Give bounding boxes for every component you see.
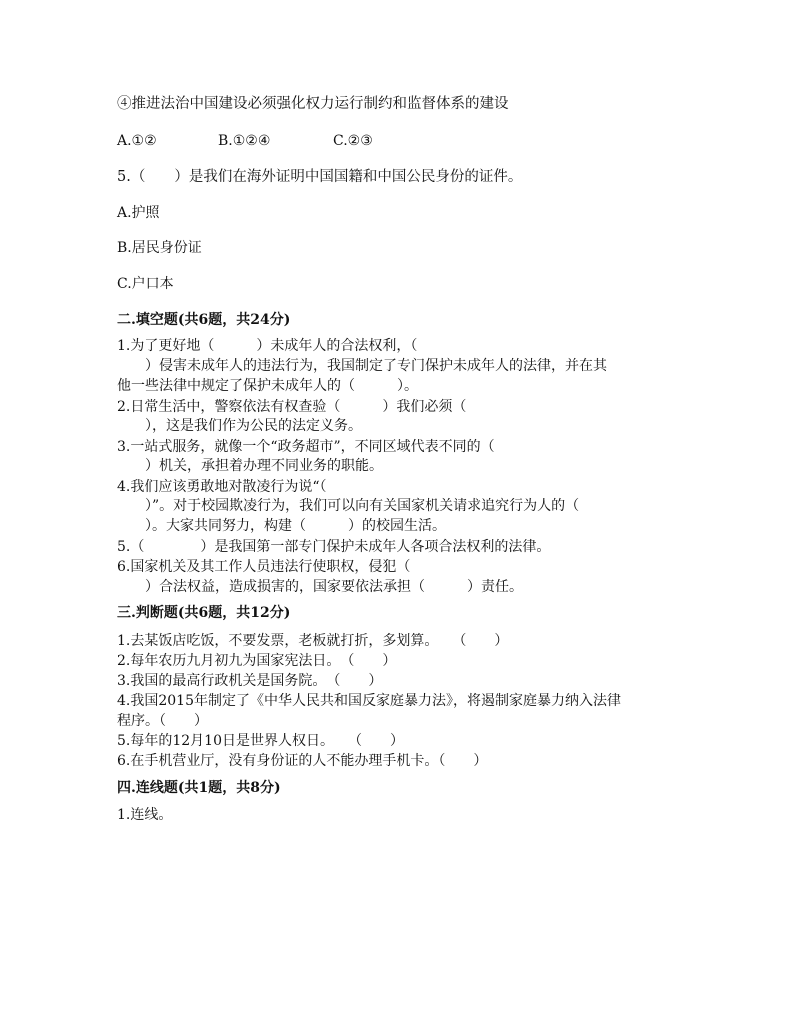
s2-line: 他一些法律中规定了保护未成年人的（ ）。: [117, 378, 418, 394]
section-4-heading: 四.连线题(共1题，共8分): [117, 780, 281, 796]
q5-stem: 5.（ ）是我们在海外证明中国国籍和中国公民身份的证件。: [117, 169, 523, 185]
q5-option-c: C.户口本: [117, 276, 174, 292]
s3-line: 5.每年的12月10日是世界人权日。 （ ）: [117, 733, 404, 749]
s2-line: 4.我们应该勇敢地对散凌行为说“（: [117, 479, 327, 495]
option-c: C.②③: [333, 133, 373, 149]
s2-line: ）侵害未成年人的违法行为，我国制定了专门保护未成年人的法律，并在其: [117, 358, 607, 374]
s2-line: ）。大家共同努力，构建（ ）的校园生活。: [117, 518, 446, 534]
s3-line: 1.去某饭店吃饭，不要发票，老板就打折，多划算。 （ ）: [117, 633, 509, 649]
s3-line: 2.每年农历九月初九为国家宪法日。 （ ）: [117, 653, 397, 669]
q5-option-a: A.护照: [117, 205, 160, 221]
s2-line: ）”。对于校园欺凌行为，我们可以向有关国家机关请求追究行为人的（: [117, 498, 580, 514]
s2-line: 6.国家机关及其工作人员违法行使职权，侵犯（: [117, 559, 411, 575]
s3-line: 程序。（ ）: [117, 713, 208, 729]
q5-option-b: B.居民身份证: [117, 240, 202, 256]
option-b: B.①②④: [218, 133, 271, 149]
s2-line: ），这是我们作为公民的法定义务。: [117, 418, 362, 434]
s2-line: ）机关，承担着办理不同业务的职能。: [117, 458, 383, 474]
section-2-heading: 二.填空题(共6题，共24分): [117, 312, 291, 328]
s4-line: 1.连线。: [117, 807, 173, 823]
s3-line: 3.我国的最高行政机关是国务院。 （ ）: [117, 673, 383, 689]
section-3-heading: 三.判断题(共6题，共12分): [117, 605, 291, 621]
s2-line: ）合法权益，造成损害的，国家要依法承担（ ）责任。: [117, 579, 523, 595]
s2-line: 3.一站式服务，就像一个“政务超市”，不同区域代表不同的（: [117, 439, 495, 455]
item-4-statement: ④推进法治中国建设必须强化权力运行制约和监督体系的建设: [117, 96, 509, 112]
s3-line: 4.我国2015年制定了《中华人民共和国反家庭暴力法》，将遏制家庭暴力纳入法律: [117, 693, 621, 709]
s3-line: 6.在手机营业厅，没有身份证的人不能办理手机卡。（ ）: [117, 753, 488, 769]
s2-line: 1.为了更好地（ ）未成年人的合法权利，（: [117, 338, 418, 354]
option-a: A.①②: [117, 133, 157, 149]
s2-line: 5.（ ）是我国第一部专门保护未成年人各项合法权利的法律。: [117, 539, 551, 555]
s2-line: 2.日常生活中，警察依法有权查验（ ）我们必须（: [117, 399, 467, 415]
